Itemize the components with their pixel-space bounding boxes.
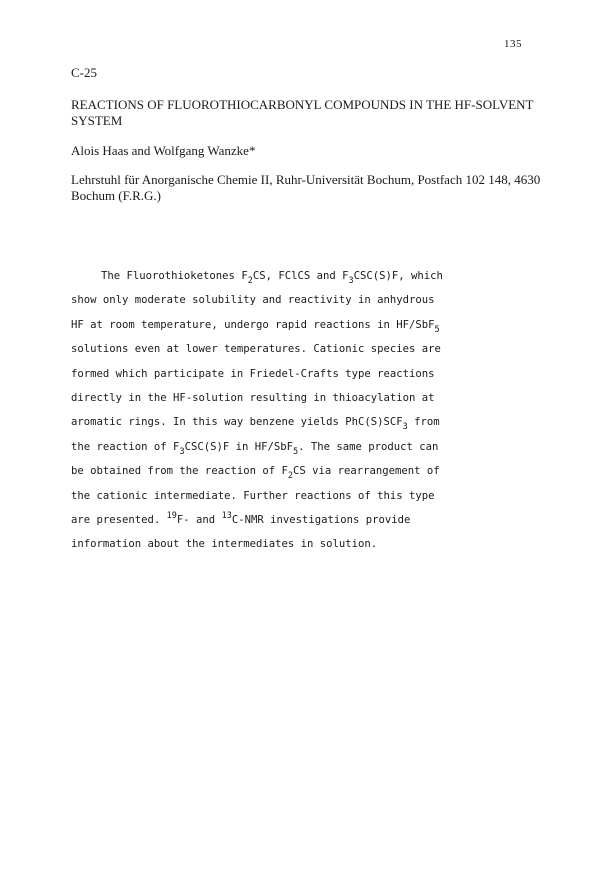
- paper-code: C-25: [71, 65, 97, 80]
- abstract-text: the cationic intermediate. Further reactions of this type: [71, 489, 435, 502]
- paper-authors: Alois Haas and Wolfgang Wanzke*: [71, 143, 256, 158]
- subscript: 5: [434, 324, 440, 335]
- paper-affiliation: Lehrstuhl für Anorganische Chemie II, Ruhr-Universität Bochum, Postfach 102 148, 4630 Bochum (F.R.G.): [71, 172, 541, 203]
- subscript: 5: [293, 446, 299, 457]
- abstract-text: the reaction of F: [71, 440, 180, 453]
- abstract-text: CSC(S)F, which: [353, 270, 443, 282]
- abstract-line: [71, 435, 546, 459]
- abstract-text: C-NMR investigations provide: [231, 513, 411, 526]
- abstract-line: [71, 508, 546, 532]
- abstract-line: [71, 337, 546, 361]
- abstract-text: F- and: [176, 513, 222, 526]
- abstract-text: The Fluorothioketones F: [101, 270, 248, 282]
- abstract-text: are presented.: [71, 513, 167, 526]
- subscript: 3: [179, 446, 185, 457]
- abstract-line: [71, 484, 546, 508]
- abstract-text: information about the intermediates in solution.: [71, 538, 378, 551]
- abstract-text: aromatic rings. In this way benzene yields PhC(S)SCF: [71, 416, 403, 429]
- superscript: 19: [166, 510, 177, 521]
- abstract-text: CS, FClCS and F: [252, 270, 349, 282]
- abstract-text: formed which participate in Friedel-Crafts type reactions: [71, 367, 435, 380]
- abstract-line: [71, 313, 546, 337]
- abstract-line: [71, 386, 546, 410]
- abstract-body: [71, 264, 546, 557]
- superscript: 13: [221, 510, 232, 521]
- abstract-line: [71, 532, 546, 556]
- abstract-text: CSC(S)F in HF/SbF: [184, 440, 293, 453]
- abstract-line: [71, 264, 546, 288]
- subscript: 2: [247, 276, 253, 286]
- paper-title: REACTIONS OF FLUOROTHIOCARBONYL COMPOUNDS IN THE HF-SOLVENT SYSTEM: [71, 97, 534, 128]
- abstract-text: HF at room temperature, undergo rapid reactions in HF/SbF: [71, 318, 435, 331]
- abstract-line: [71, 288, 546, 312]
- subscript: 2: [287, 471, 293, 482]
- abstract-line: [71, 410, 546, 434]
- subscript: 3: [348, 276, 354, 286]
- page-number: 135: [504, 38, 522, 50]
- abstract-line: [71, 459, 546, 483]
- abstract-text: directly in the HF-solution resulting in thioacylation at: [71, 391, 435, 404]
- abstract-text: from: [407, 416, 440, 429]
- abstract-text: solutions even at lower temperatures. Cationic species are: [71, 343, 441, 356]
- abstract-text: show only moderate solubility and reactivity in anhydrous: [71, 294, 435, 307]
- subscript: 3: [402, 422, 408, 433]
- abstract-text: be obtained from the reaction of F: [71, 465, 288, 478]
- abstract-text: CS via rearrangement of: [292, 465, 440, 478]
- abstract-line: [71, 362, 546, 386]
- abstract-text: . The same product can: [298, 440, 439, 453]
